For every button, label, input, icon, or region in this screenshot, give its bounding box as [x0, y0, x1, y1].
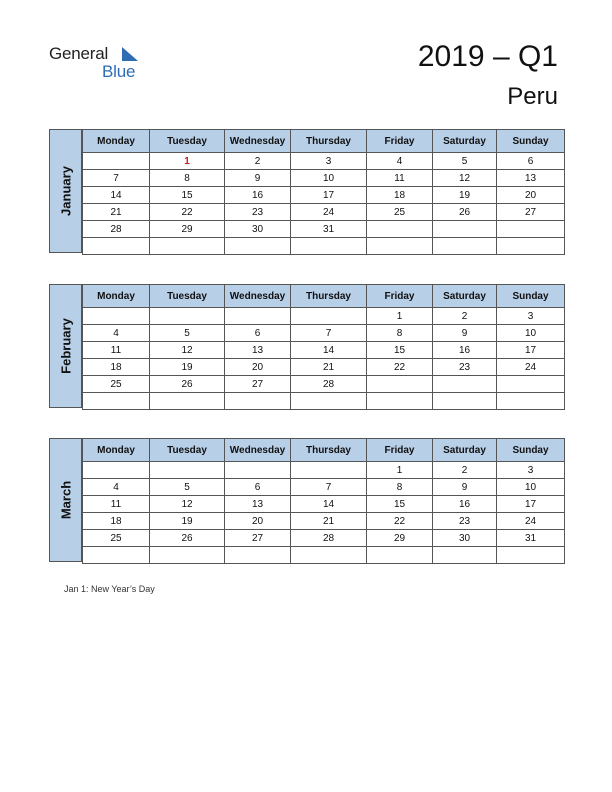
day-cell: 29	[150, 221, 225, 238]
weekday-header: Wednesday	[225, 130, 291, 153]
empty-day-cell	[83, 308, 150, 325]
week-row	[83, 342, 565, 359]
day-cell: 24	[497, 513, 565, 530]
day-cell: 20	[497, 187, 565, 204]
country-name: Peru	[507, 83, 558, 110]
day-cell: 11	[83, 342, 150, 359]
day-cell: 9	[225, 170, 291, 187]
empty-day-cell	[497, 547, 565, 564]
week-row	[83, 547, 565, 564]
month-table	[82, 284, 565, 410]
day-cell: 31	[497, 530, 565, 547]
empty-day-cell	[367, 238, 433, 255]
day-cell: 1	[150, 153, 225, 170]
weekday-header: Monday	[83, 285, 150, 308]
empty-day-cell	[83, 547, 150, 564]
weekday-header: Sunday	[497, 130, 565, 153]
day-cell: 3	[497, 308, 565, 325]
week-row	[83, 221, 565, 238]
empty-day-cell	[225, 393, 291, 410]
weekday-header: Monday	[83, 439, 150, 462]
day-cell: 4	[367, 153, 433, 170]
month-name: February	[58, 318, 73, 374]
day-cell: 11	[367, 170, 433, 187]
day-cell: 31	[291, 221, 367, 238]
day-cell: 9	[433, 479, 497, 496]
day-cell: 14	[291, 342, 367, 359]
day-cell: 12	[150, 342, 225, 359]
month-name: March	[58, 480, 73, 520]
week-row	[83, 170, 565, 187]
day-cell: 13	[225, 342, 291, 359]
month-block-february	[49, 284, 564, 408]
weekday-header: Saturday	[433, 130, 497, 153]
week-row	[83, 479, 565, 496]
empty-day-cell	[291, 393, 367, 410]
day-cell: 17	[497, 496, 565, 513]
day-cell: 25	[83, 530, 150, 547]
empty-day-cell	[367, 547, 433, 564]
empty-day-cell	[367, 376, 433, 393]
day-cell: 2	[225, 153, 291, 170]
month-table	[82, 438, 565, 564]
weekday-header: Wednesday	[225, 439, 291, 462]
day-cell: 3	[497, 462, 565, 479]
empty-day-cell	[291, 547, 367, 564]
day-cell: 25	[367, 204, 433, 221]
day-cell: 6	[225, 479, 291, 496]
day-cell: 9	[433, 325, 497, 342]
month-table	[82, 129, 565, 255]
empty-day-cell	[433, 393, 497, 410]
empty-day-cell	[291, 238, 367, 255]
week-row	[83, 187, 565, 204]
empty-day-cell	[150, 547, 225, 564]
day-cell: 27	[225, 530, 291, 547]
day-cell: 19	[150, 359, 225, 376]
empty-day-cell	[150, 393, 225, 410]
day-cell: 21	[291, 513, 367, 530]
day-cell: 28	[83, 221, 150, 238]
day-cell: 12	[433, 170, 497, 187]
day-cell: 11	[83, 496, 150, 513]
day-cell: 8	[150, 170, 225, 187]
day-cell: 18	[367, 187, 433, 204]
empty-day-cell	[497, 393, 565, 410]
day-cell: 7	[83, 170, 150, 187]
day-cell: 5	[150, 325, 225, 342]
day-cell: 14	[83, 187, 150, 204]
day-cell: 18	[83, 359, 150, 376]
week-row	[83, 393, 565, 410]
week-row	[83, 238, 565, 255]
brand-logo	[49, 44, 149, 84]
day-cell: 27	[497, 204, 565, 221]
week-row	[83, 462, 565, 479]
weekday-header: Saturday	[433, 439, 497, 462]
weekday-header: Sunday	[497, 285, 565, 308]
weekday-header: Monday	[83, 130, 150, 153]
month-side-label	[49, 129, 82, 253]
day-cell: 29	[367, 530, 433, 547]
empty-day-cell	[291, 308, 367, 325]
day-cell: 24	[497, 359, 565, 376]
week-row	[83, 513, 565, 530]
weekday-header-row	[83, 439, 565, 462]
day-cell: 19	[150, 513, 225, 530]
day-cell: 5	[150, 479, 225, 496]
day-cell: 30	[433, 530, 497, 547]
day-cell: 16	[225, 187, 291, 204]
weekday-header-row	[83, 130, 565, 153]
day-cell: 16	[433, 496, 497, 513]
month-block-january	[49, 129, 564, 253]
day-cell: 7	[291, 325, 367, 342]
day-cell: 15	[150, 187, 225, 204]
day-cell: 10	[497, 325, 565, 342]
week-row	[83, 204, 565, 221]
month-block-march	[49, 438, 564, 562]
empty-day-cell	[291, 462, 367, 479]
week-row	[83, 359, 565, 376]
day-cell: 4	[83, 325, 150, 342]
day-cell: 4	[83, 479, 150, 496]
empty-day-cell	[83, 153, 150, 170]
month-name: January	[58, 166, 73, 216]
day-cell: 1	[367, 462, 433, 479]
day-cell: 13	[225, 496, 291, 513]
day-cell: 19	[433, 187, 497, 204]
weekday-header: Friday	[367, 285, 433, 308]
weekday-header: Tuesday	[150, 130, 225, 153]
week-row	[83, 308, 565, 325]
day-cell: 12	[150, 496, 225, 513]
empty-day-cell	[497, 221, 565, 238]
empty-day-cell	[433, 376, 497, 393]
week-row	[83, 376, 565, 393]
weekday-header: Saturday	[433, 285, 497, 308]
day-cell: 28	[291, 376, 367, 393]
day-cell: 30	[225, 221, 291, 238]
week-row	[83, 496, 565, 513]
day-cell: 23	[225, 204, 291, 221]
day-cell: 5	[433, 153, 497, 170]
day-cell: 25	[83, 376, 150, 393]
weekday-header: Tuesday	[150, 439, 225, 462]
week-row	[83, 530, 565, 547]
weekday-header: Friday	[367, 439, 433, 462]
empty-day-cell	[83, 462, 150, 479]
weekday-header: Friday	[367, 130, 433, 153]
day-cell: 20	[225, 359, 291, 376]
day-cell: 15	[367, 496, 433, 513]
day-cell: 17	[291, 187, 367, 204]
day-cell: 15	[367, 342, 433, 359]
empty-day-cell	[497, 238, 565, 255]
day-cell: 2	[433, 462, 497, 479]
weekday-header-row	[83, 285, 565, 308]
day-cell: 26	[150, 530, 225, 547]
day-cell: 6	[497, 153, 565, 170]
empty-day-cell	[150, 238, 225, 255]
day-cell: 6	[225, 325, 291, 342]
empty-day-cell	[433, 221, 497, 238]
empty-day-cell	[225, 238, 291, 255]
logo-general-text: General	[49, 44, 109, 63]
empty-day-cell	[367, 393, 433, 410]
day-cell: 26	[433, 204, 497, 221]
day-cell: 22	[367, 513, 433, 530]
weekday-header: Sunday	[497, 439, 565, 462]
day-cell: 16	[433, 342, 497, 359]
day-cell: 28	[291, 530, 367, 547]
empty-day-cell	[150, 462, 225, 479]
day-cell: 23	[433, 513, 497, 530]
weekday-header: Tuesday	[150, 285, 225, 308]
month-side-label	[49, 438, 82, 562]
day-cell: 2	[433, 308, 497, 325]
empty-day-cell	[83, 393, 150, 410]
empty-day-cell	[497, 376, 565, 393]
day-cell: 23	[433, 359, 497, 376]
empty-day-cell	[433, 547, 497, 564]
day-cell: 26	[150, 376, 225, 393]
day-cell: 17	[497, 342, 565, 359]
weekday-header: Wednesday	[225, 285, 291, 308]
weekday-header: Thursday	[291, 130, 367, 153]
day-cell: 8	[367, 325, 433, 342]
day-cell: 3	[291, 153, 367, 170]
day-cell: 14	[291, 496, 367, 513]
empty-day-cell	[150, 308, 225, 325]
weekday-header: Thursday	[291, 439, 367, 462]
holiday-note: Jan 1: New Year’s Day	[64, 584, 155, 594]
day-cell: 13	[497, 170, 565, 187]
page-title: 2019 – Q1	[417, 40, 558, 73]
month-side-label	[49, 284, 82, 408]
day-cell: 21	[83, 204, 150, 221]
day-cell: 7	[291, 479, 367, 496]
logo-blue-text: Blue	[102, 62, 136, 81]
empty-day-cell	[83, 238, 150, 255]
day-cell: 21	[291, 359, 367, 376]
day-cell: 22	[367, 359, 433, 376]
day-cell: 10	[497, 479, 565, 496]
day-cell: 8	[367, 479, 433, 496]
day-cell: 24	[291, 204, 367, 221]
week-row	[83, 153, 565, 170]
empty-day-cell	[225, 547, 291, 564]
day-cell: 18	[83, 513, 150, 530]
week-row	[83, 325, 565, 342]
day-cell: 1	[367, 308, 433, 325]
day-cell: 27	[225, 376, 291, 393]
day-cell: 10	[291, 170, 367, 187]
day-cell: 22	[150, 204, 225, 221]
empty-day-cell	[367, 221, 433, 238]
weekday-header: Thursday	[291, 285, 367, 308]
empty-day-cell	[433, 238, 497, 255]
logo-triangle-icon	[122, 47, 138, 61]
empty-day-cell	[225, 308, 291, 325]
empty-day-cell	[225, 462, 291, 479]
day-cell: 20	[225, 513, 291, 530]
